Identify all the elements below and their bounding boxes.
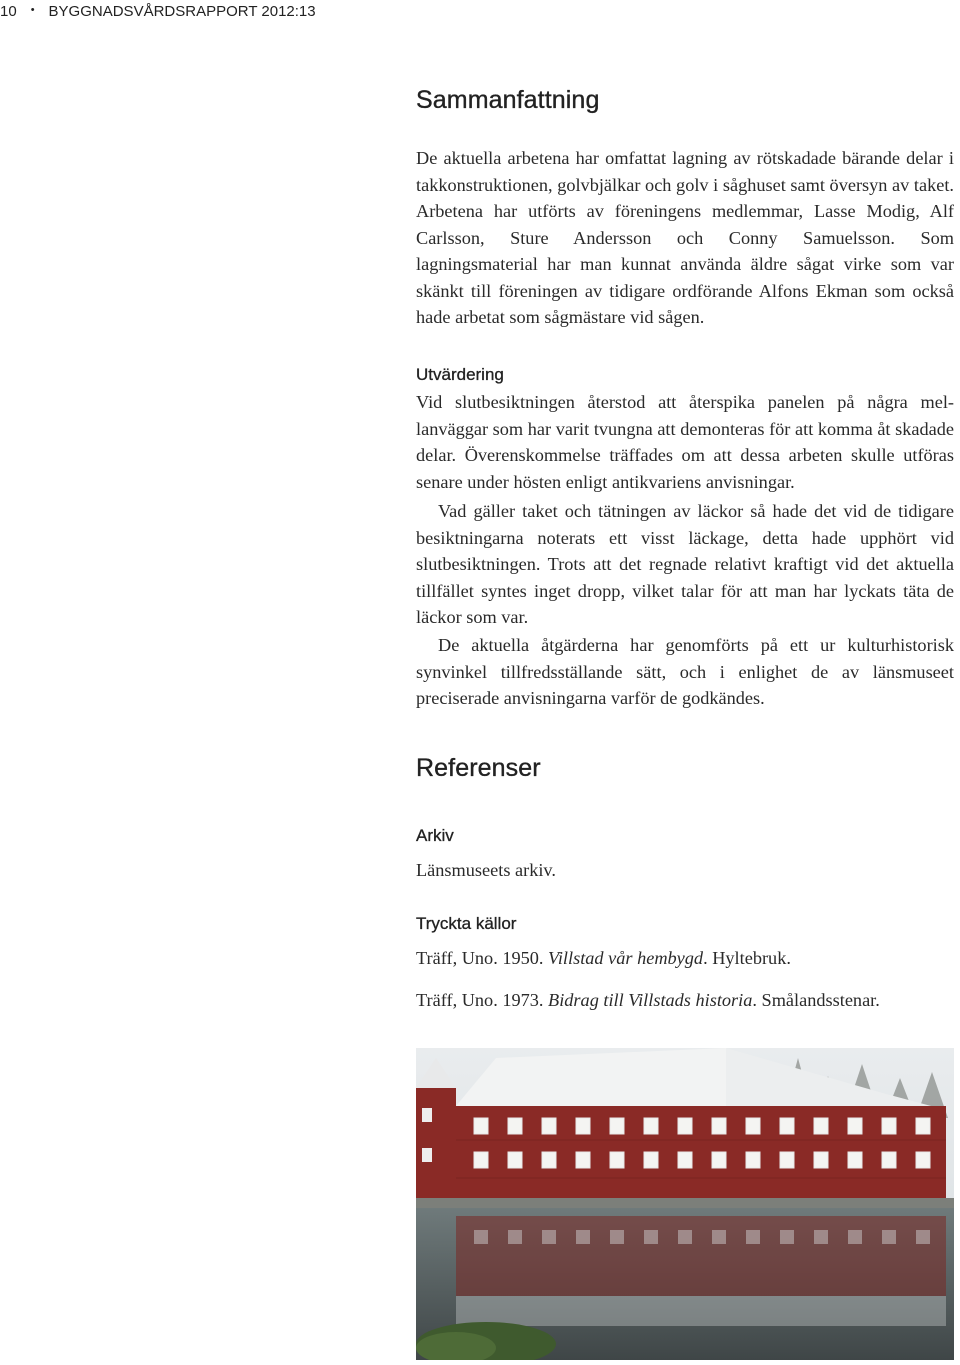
page-number: 10 bbox=[0, 2, 17, 20]
evaluation-paragraph-2: Vad gäller taket och tätningen av läckor så hade det vid de tidigare besiktningarna noterats ett visst läckage, detta hade upphört vid slutbesiktningen. Trots att det regnade relativt kraftigt vid det aktuella tillfället syntes inget dropp, vilket talar för att man har lyckats täta de läckor som var. bbox=[416, 501, 954, 627]
references-heading: Referenser bbox=[416, 754, 541, 782]
reference-item: Träff, Uno. 1973. Bidrag till Villstads historia. Smålandsstenar. bbox=[416, 990, 880, 1010]
running-header bbox=[0, 0, 316, 22]
evaluation-paragraph-1: Vid slutbesiktningen återstod att återspika panelen på några mellanväggar som har varit tvungna att demonteras för att komma åt skadade delar. Överenskommelse träffades om att dessa arbeten skulle utföras senare under hösten enligt antikvariens anvisningar. bbox=[416, 392, 954, 492]
reference-item: Träff, Uno. 1950. Villstad vår hembygd. Hyltebruk. bbox=[416, 948, 791, 968]
archive-text: Länsmuseets arkiv. bbox=[416, 860, 556, 880]
reference-title: Villstad vår hembygd bbox=[548, 948, 704, 968]
publication-title: BYGGNADSVÅRDSRAPPORT 2012:13 bbox=[48, 2, 316, 20]
reference-title: Bidrag till Villstads historia bbox=[548, 990, 753, 1010]
archive-heading: Arkiv bbox=[416, 826, 454, 845]
summary-heading: Sammanfattning bbox=[416, 86, 600, 114]
printed-sources-heading: Tryckta källor bbox=[416, 914, 517, 933]
evaluation-paragraph-3: De aktuella åtgärderna har genomförts på ett ur kulturhistorisk synvinkel tillfredsställande sätt, och i enlighet de av länsmuseet preciserade anvisningarna varför de godkändes. bbox=[416, 635, 954, 708]
sawmill-photo bbox=[416, 1048, 954, 1360]
summary-paragraph: De aktuella arbetena har omfattat lagning av rötskadade bärande delar i takkonstruktionen, golvbjälkar och golv i såghuset samt översyn av taket. Arbetena har utförts av föreningens medlemmar, Lasse Modig, Alf Carlsson, Sture Andersson och Conny Samuelsson. Som lagningsmaterial har man kunnat använda äldre sågat virke som var skänkt till föreningen av tidigare ordförande Alfons Ekman som också hade arbetat som sågmästare vid sågen. bbox=[416, 148, 954, 327]
header-bullet: • bbox=[30, 4, 35, 16]
red-sawmill-building-by-water-photo bbox=[416, 1048, 954, 1360]
evaluation-heading: Utvärdering bbox=[416, 365, 504, 384]
